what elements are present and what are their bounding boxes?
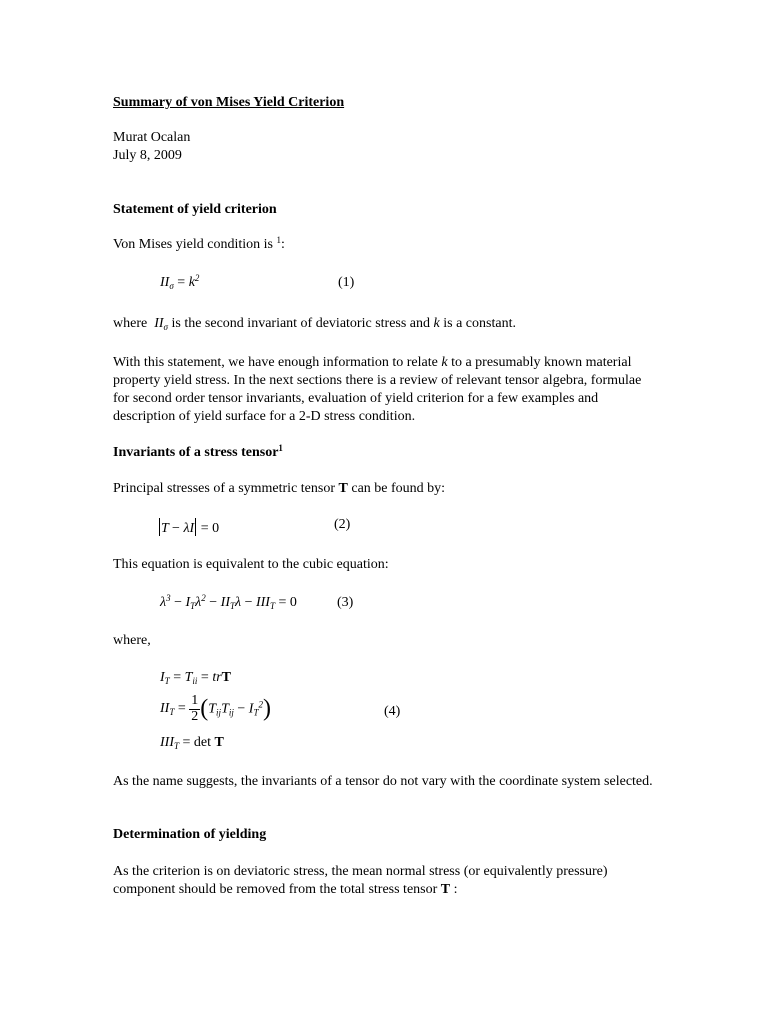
where-line: [113, 317, 516, 331]
equation-4-number: (4): [384, 704, 401, 719]
equation-4-line-2: $II_T$ = $\frac{1}{2}$ $(T_{ij}T_{ij} - I_T^2)$: [160, 693, 271, 724]
where-label: where,: [113, 633, 151, 648]
principal-post: can be found by:: [347, 481, 446, 496]
section-heading-statement: Statement of yield criterion: [113, 202, 277, 217]
intro-colon: :: [280, 237, 285, 252]
intro-text: [113, 235, 285, 252]
cubic-text: This equation is equivalent to the cubic equation:: [113, 557, 389, 572]
tensor-T: T: [440, 882, 451, 897]
equation-3: $\lambda^3 - I_T\lambda^2 - II_T\lambda - III_T = 0$: [160, 593, 297, 611]
k-symbol: k: [441, 355, 448, 370]
equation-3-number: (3): [337, 595, 354, 610]
invariant-note: As the name suggests, the invariants of a tensor do not vary with the coordinate system selected.: [113, 774, 653, 789]
equation-4-line-3: $III_T = \det T$: [160, 735, 224, 751]
equation-1-number: (1): [338, 275, 355, 290]
yield-pre: As the criterion is on deviatoric stress, the mean normal stress (or equivalently pressure) component should be removed from the total stress tensor: [113, 864, 608, 897]
date: July 8, 2009: [113, 148, 182, 163]
footnote-ref: 1: [278, 443, 283, 453]
para-pre: With this statement, we have enough information to relate: [113, 355, 442, 370]
equation-4-line-1: $I_T = T_{ii}$ = trT: [160, 670, 231, 686]
heading-text: Invariants of a stress tensor: [113, 445, 279, 460]
para-post: to a presumably known material property yield stress. In the next sections there is a review of relevant tensor algebra, formulae for second order tensor invariants, evaluation of yield criterion for a few examples and description of yield surface for a 2-D stress condition.: [113, 355, 642, 424]
principal-text: [113, 482, 445, 496]
yield-post: :: [450, 882, 458, 897]
equation-2-number: (2): [334, 517, 351, 532]
where-post: is a constant.: [439, 316, 516, 331]
k-symbol: k: [433, 316, 440, 331]
statement-paragraph: [113, 354, 658, 426]
yielding-paragraph: [113, 863, 658, 899]
ii-sigma-symbol: $II_\sigma$: [150, 316, 168, 332]
author: Murat Ocalan: [113, 130, 191, 145]
equation-1: $II_\sigma = k^2$: [160, 273, 200, 291]
footnote-ref: 1: [276, 235, 281, 245]
principal-pre: Principal stresses of a symmetric tensor: [113, 481, 339, 496]
section-heading-yielding: Determination of yielding: [113, 827, 267, 842]
section-heading-invariants: [113, 443, 283, 460]
document-title: Summary of von Mises Yield Criterion: [113, 95, 345, 110]
fraction-one-half: $\frac{1}{2}$: [191, 693, 199, 724]
where-mid: is the second invariant of deviatoric stress and: [167, 316, 434, 331]
equation-2: T − λI = 0: [158, 518, 219, 536]
tensor-T: T: [338, 481, 348, 496]
intro-text-body: Von Mises yield condition is: [113, 237, 277, 252]
where-pre: where: [113, 316, 151, 331]
